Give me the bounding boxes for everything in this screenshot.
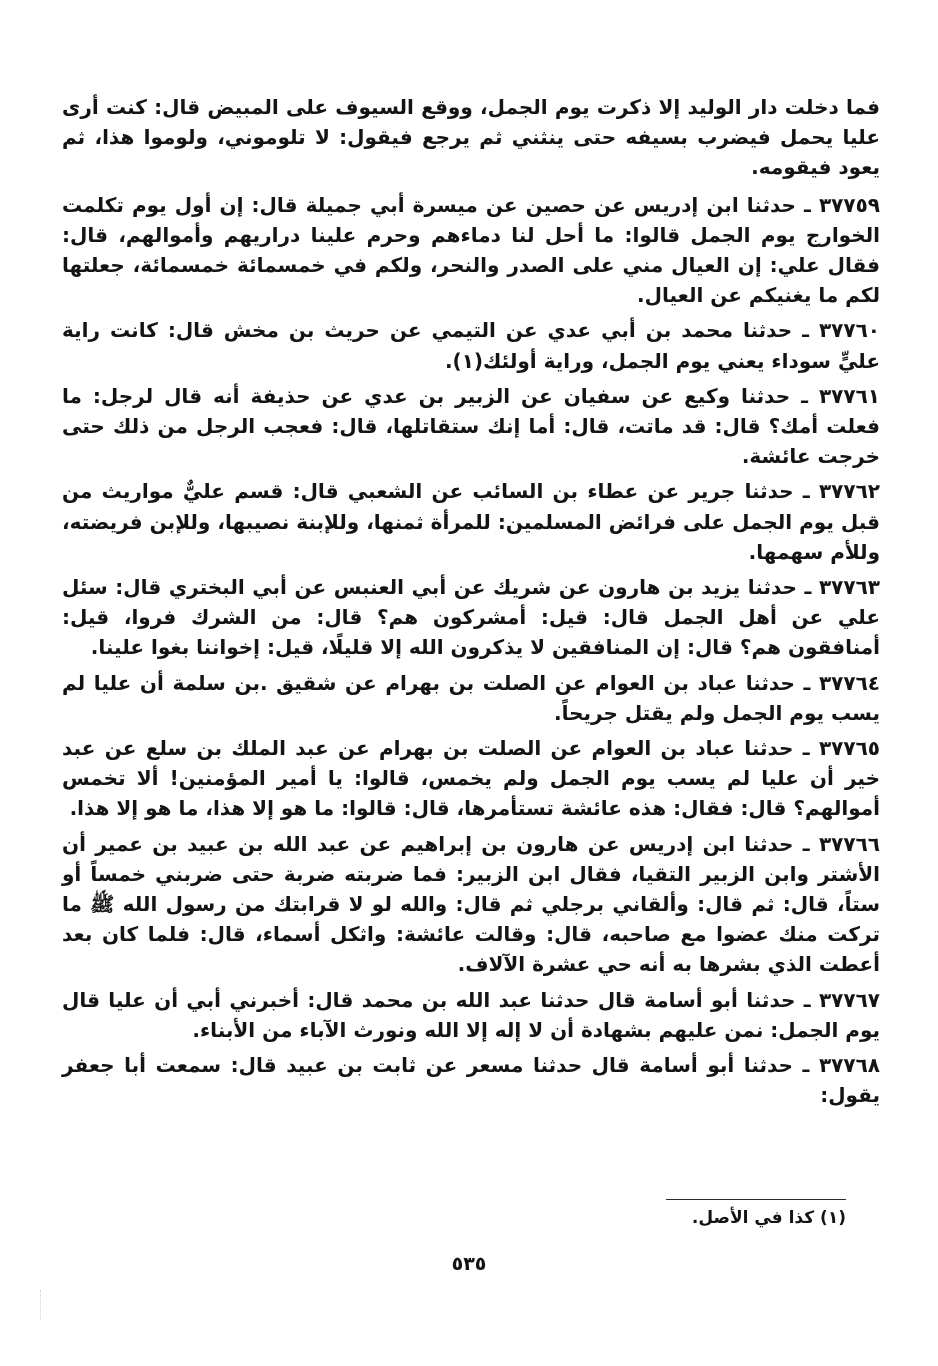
main-text xyxy=(62,92,880,1116)
footnote-divider xyxy=(666,1199,846,1200)
hadith-37765: ٣٧٧٦٥ ـ حدثنا عباد بن العوام عن الصلت بن بهرام عن عبد الملك بن سلع عن عبد خير أن عليا لم يسب يوم الجمل ولم يخمس، قالوا: يا أمير المؤمنين! ألا تخمس أموالهم؟ قال: فقال: هذه عائشة تستأمرها، قال: قالوا: ما هو إلا هذا، ما هو إلا هذا. xyxy=(62,736,880,821)
scan-margin-mark xyxy=(40,1290,43,1320)
hadith-37762: ٣٧٧٦٢ ـ حدثنا جرير عن عطاء بن السائب عن الشعبي قال: قسم عليٌّ مواريث من قبل يوم الجمل على فرائض المسلمين: للمرأة ثمنها، وللإبنة نصيبها، وللإبن فريضته، وللأم سهمها. xyxy=(62,479,880,564)
page-number: ٥٣٥ xyxy=(451,1253,487,1275)
hadith-37768: ٣٧٧٦٨ ـ حدثنا أبو أسامة قال حدثنا مسعر عن ثابت بن عبيد قال: سمعت أبا جعفر يقول: xyxy=(62,1053,880,1108)
hadith-37767: ٣٧٧٦٧ ـ حدثنا أبو أسامة قال حدثنا عبد الله بن محمد قال: أخبرني أبي أن عليا قال يوم الجمل: نمن عليهم بشهادة أن لا إله إلا الله ونورث الآباء من الأبناء. xyxy=(62,987,880,1042)
hadith-37759: ٣٧٧٥٩ ـ حدثنا ابن إدريس عن حصين عن ميسرة أبي جميلة قال: إن أول يوم تكلمت الخوارج يوم الجمل قالوا: ما أحل لنا دماءهم وحرم علينا دراريهم وأموالهم، قال: فقال علي: إن العيال مني على الصدر والنحر، ولكم في خمسمائة خمسمائة، جعلتها لكم ما يغنيكم عن العيال. xyxy=(62,192,880,308)
hadith-37760: ٣٧٧٦٠ ـ حدثنا محمد بن أبي عدي عن التيمي عن حريث بن مخش قال: كانت راية عليٍّ سوداء يعني يوم الجمل، وراية أولئك(١). xyxy=(62,318,880,373)
paragraph-continuation: فما دخلت دار الوليد إلا ذكرت يوم الجمل، ووقع السيوف على المبيض قال: كنت أرى عليا يحمل فيضرب بسيفه حتى ينثني ثم يرجع فيقول: لا تلوموني، ولوموا هذا، ثم يعود فيقومه. xyxy=(62,95,880,180)
hadith-37763: ٣٧٧٦٣ ـ حدثنا يزيد بن هارون عن شريك عن أبي العنبس عن أبي البختري قال: سئل علي عن أهل الجمل قال: قيل: أمشركون هم؟ قال: من الشرك فروا، قيل: أمنافقون هم؟ قال: إن المنافقين لا يذكرون الله إلا قليلًا، قيل: إخواننا بغوا علينا. xyxy=(62,575,880,660)
hadith-37761: ٣٧٧٦١ ـ حدثنا وكيع عن سفيان عن الزبير بن عدي عن حذيفة أنه قال لرجل: ما فعلت أمك؟ قال: قد ماتت، قال: أما إنك ستقاتلها، قال: فعجب الرجل من ذلك حتى خرجت عائشة. xyxy=(62,383,880,469)
hadith-37766: ٣٧٧٦٦ ـ حدثنا ابن إدريس عن هارون بن إبراهيم عن عبد الله بن عبيد بن عمير أن الأشتر وابن الزبير التقيا، فقال ابن الزبير: فما ضربته ضربة حتى ضربني خمساً أو ستاً، قال: ثم قال: وألقاني برجلي ثم قال: والله لو لا قرابتك من رسول الله ﷺ ما تركت منك عضوا مع صاحبه، قال: وقالت عائشة: واثكل أسماء، قال: فلما كان بعد أعطت الذي بشرها به أنه حي عشرة الآلاف. xyxy=(62,831,880,977)
hadith-37764: ٣٧٧٦٤ ـ حدثنا عباد بن العوام عن الصلت بن بهرام عن شقيق .بن سلمة أن عليا لم يسب يوم الجمل ولم يقتل جريحاً. xyxy=(62,670,880,725)
footnote: (١) كذا في الأصل. xyxy=(691,1208,846,1228)
